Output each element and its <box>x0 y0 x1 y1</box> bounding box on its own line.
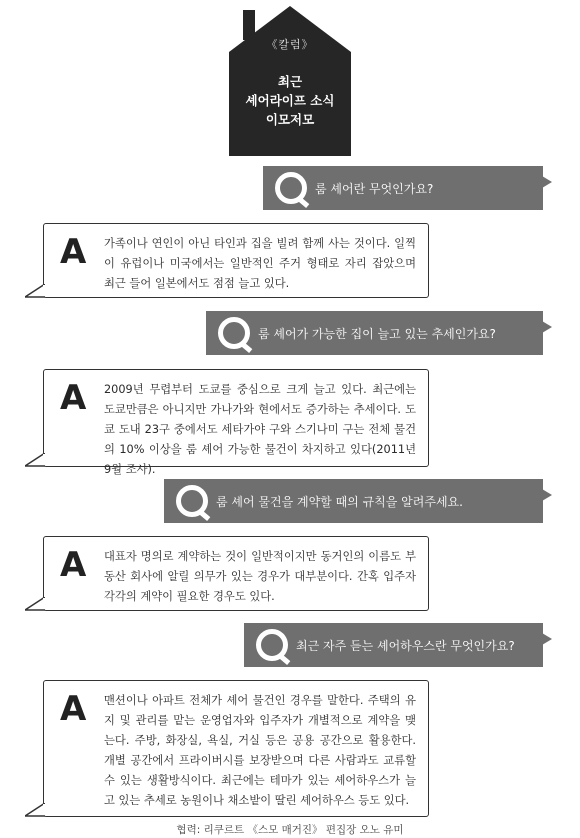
question-text: 룸 셰어가 가능한 집이 늘고 있는 추세인가요? <box>258 326 496 341</box>
column-label: 《칼럼》 <box>266 38 314 51</box>
answer-bubble-1 <box>43 223 429 298</box>
answer-bubble-4 <box>43 680 429 817</box>
answer-mark: A <box>60 545 87 585</box>
question-text: 룸 셰어란 무엇인가요? <box>315 181 434 196</box>
bubble-tail <box>25 803 45 817</box>
q-mark-icon <box>275 172 307 204</box>
question-bubble-1 <box>263 166 543 210</box>
q-mark-icon <box>256 629 288 661</box>
answer-mark: A <box>60 378 87 418</box>
title-line-1: 최근 <box>277 74 303 89</box>
answer-bubble-2 <box>43 369 429 476</box>
question-bubble-3 <box>164 479 543 523</box>
bubble-tail <box>25 597 45 611</box>
question-bubble-4 <box>244 623 543 667</box>
question-text: 룸 셰어 물건을 계약할 때의 규칙을 알려주세요. <box>216 494 463 509</box>
answer-text: 가족이나 연인이 아닌 타인과 집을 빌려 함께 사는 것이다. 일찍이 유럽이나 미국에서는 일반적인 주거 형태로 자리 잡았으며 최근 들어 일본에서도 점점 늘고 있다. <box>104 237 416 290</box>
answer-mark: A <box>60 232 87 272</box>
credit-line: 협력: 리쿠르트 《스모 매거진》 편집장 오노 유미 <box>176 824 404 836</box>
q-mark-icon <box>218 317 250 349</box>
answer-mark: A <box>60 689 87 729</box>
bubble-tail <box>25 284 45 298</box>
title-line-2: 셰어라이프 소식 <box>245 93 335 108</box>
answer-text: 대표자 명의로 계약하는 것이 일반적이지만 동거인의 이름도 부동산 회사에 알릴 의무가 있는 경우가 대부분이다. 간혹 입주자 각각의 계약이 필요한 경우도 있다. <box>104 550 416 603</box>
answer-text: 맨션이나 아파트 전체가 셰어 물건인 경우를 말한다. 주택의 유지 및 관리를 맡는 운영업자와 입주자가 개별적으로 계약을 맺는다. 주방, 화장실, 욕실, 거실 등은 공용 공간으로 활용한다. 개별 공간에서 프라이버시를 보장받으며 다른 사람과도 교류할 수 있는 생활방식이다. 최근에는 테마가 있는 셰어하우스가 늘고 있는 추세로 농원이나 채소밭이 딸린 셰어하우스 등도 있다. <box>104 694 416 807</box>
answer-text: 2009년 무렵부터 도쿄를 중심으로 크게 늘고 있다. 최근에는 도쿄만큼은 아니지만 가나가와 현에서도 증가하는 추세이다. 도쿄 도내 23구 중에서도 세타가야 구와 스기나미 구는 전체 물건의 10% 이상을 룸 셰어 가능한 물건이 차지하고 있다(2011년 9월 조사). <box>104 383 416 476</box>
question-bubble-2 <box>206 311 543 355</box>
q-mark-icon <box>176 485 208 517</box>
answer-bubble-3 <box>43 536 429 611</box>
column-house-header <box>229 6 351 156</box>
question-text: 최근 자주 듣는 셰어하우스란 무엇인가요? <box>296 638 515 653</box>
bubble-tail <box>25 453 45 467</box>
title-line-3: 이모저모 <box>265 112 315 127</box>
